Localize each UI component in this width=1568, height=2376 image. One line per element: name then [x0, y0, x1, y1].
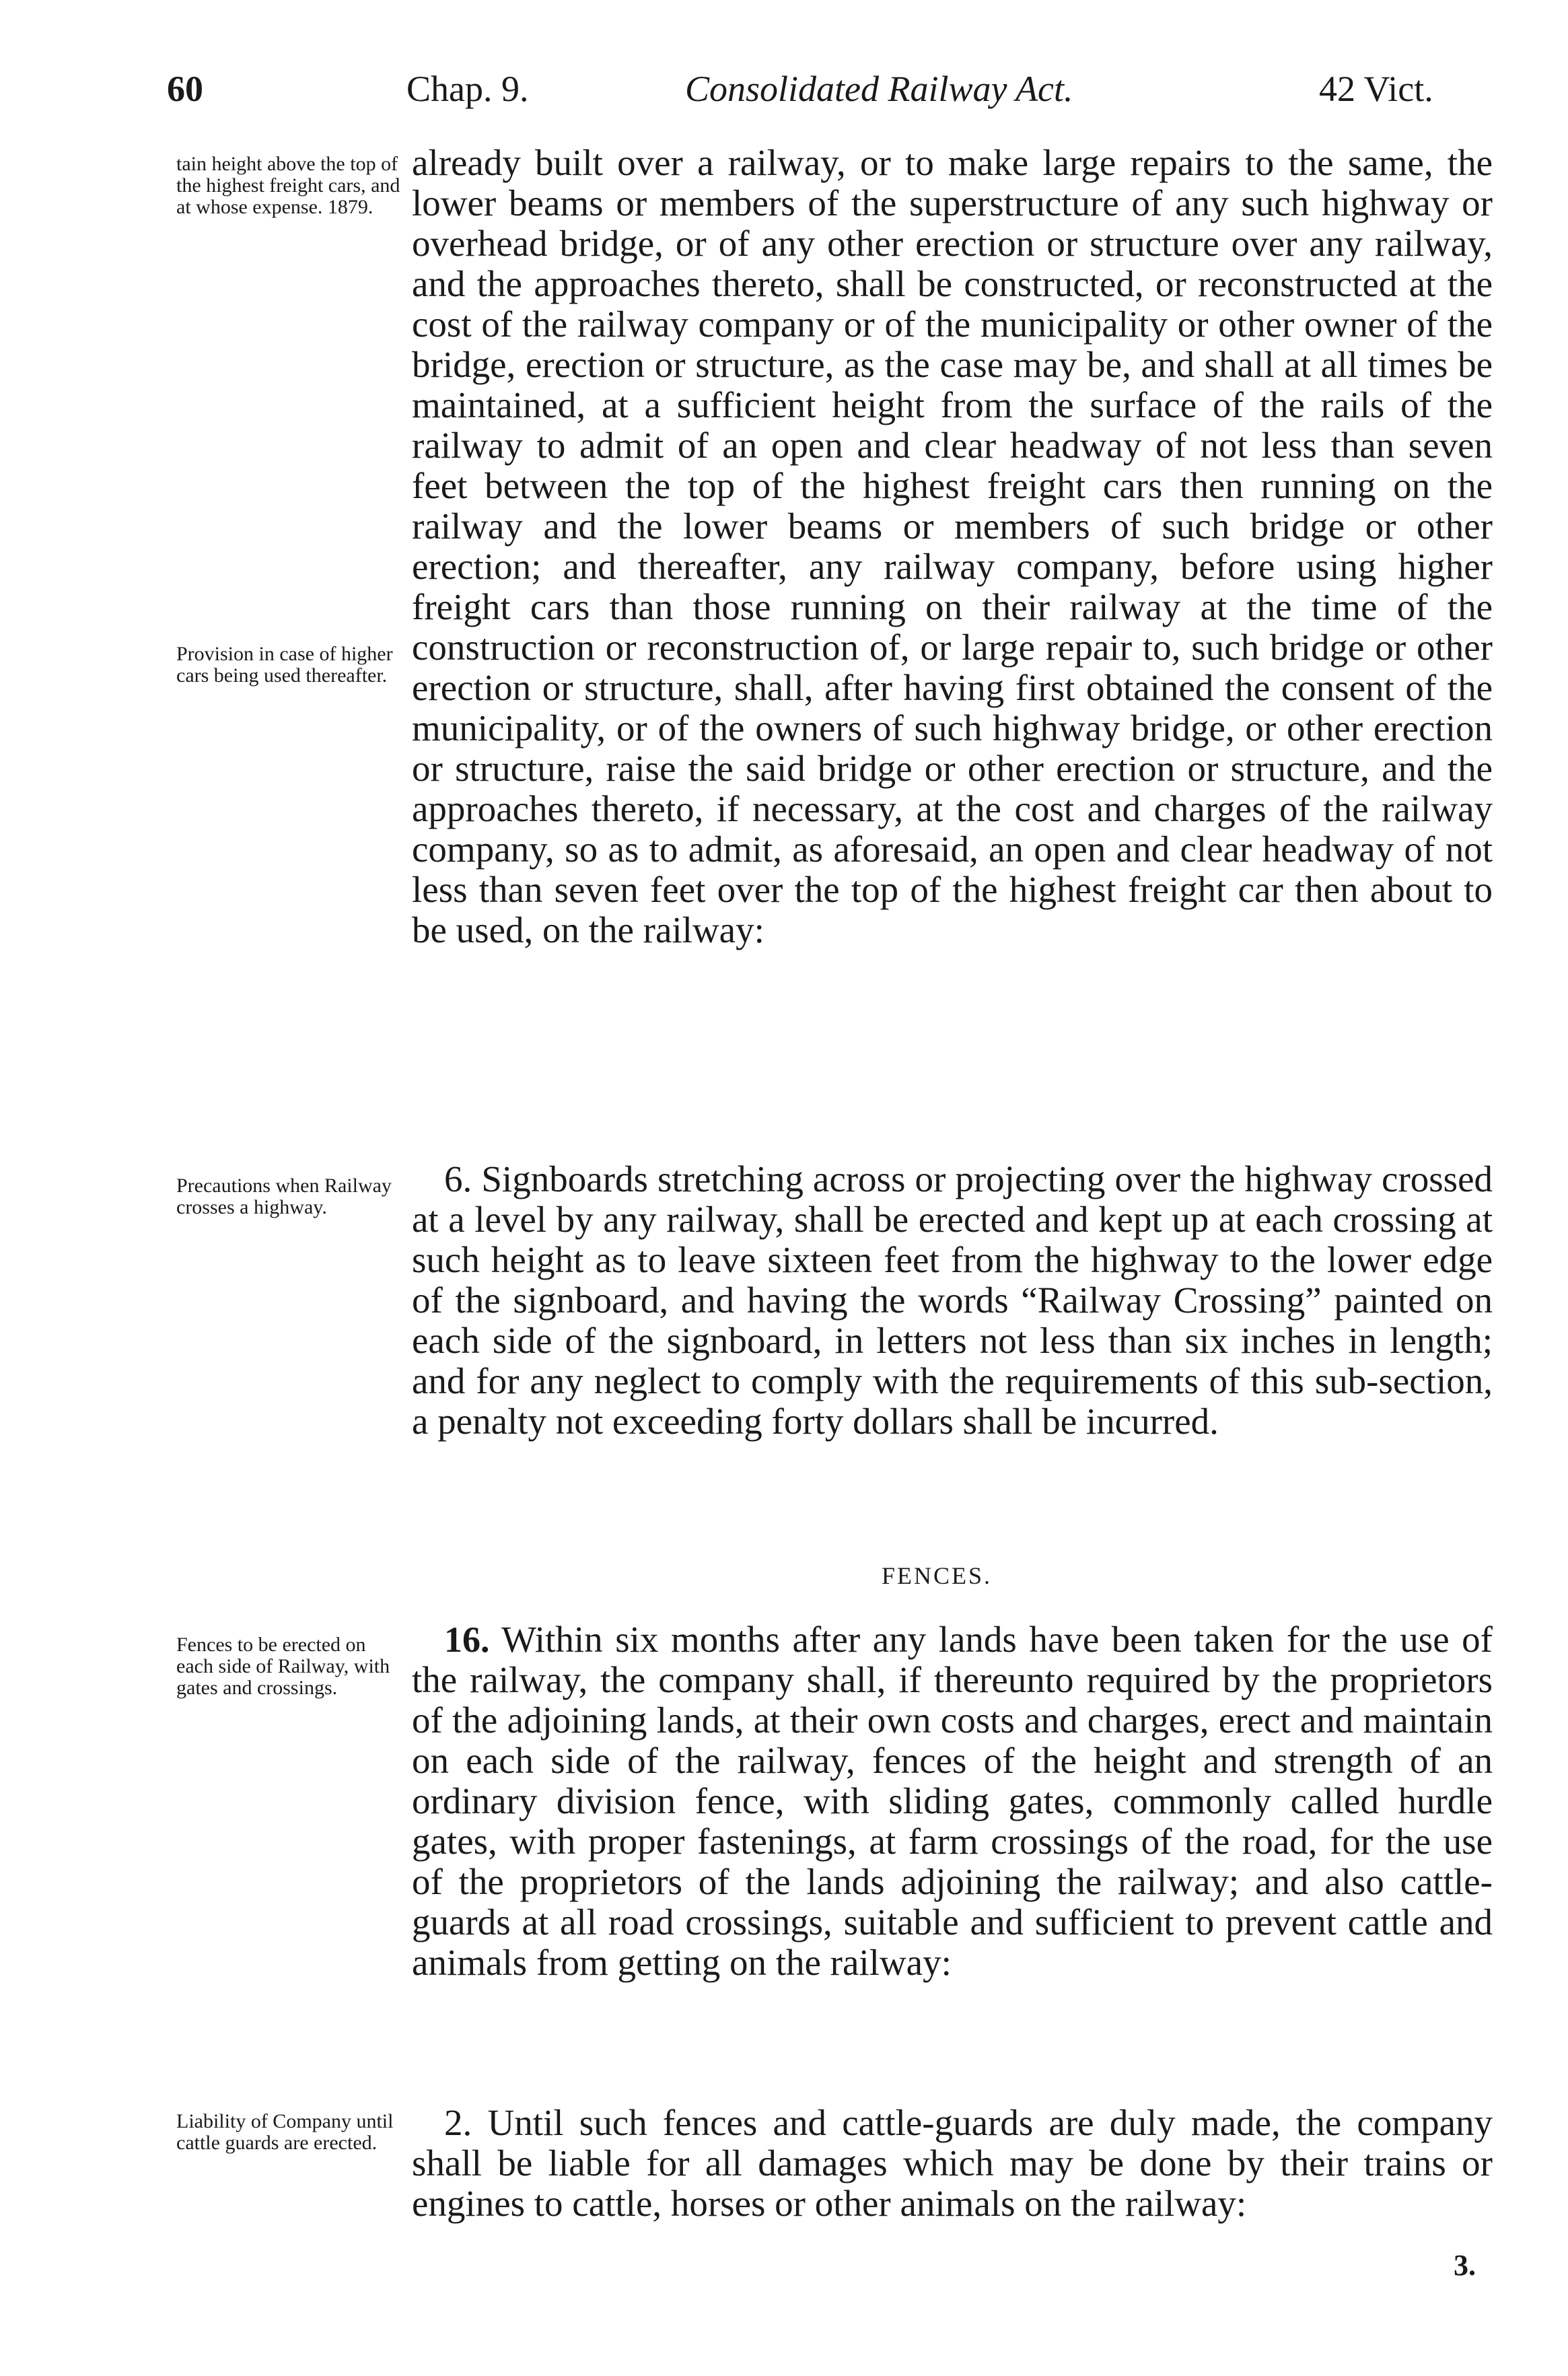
section-16 [412, 1619, 1493, 1983]
subsection-6 [412, 1159, 1493, 1442]
chapter-label: Chap. 9. [406, 69, 529, 109]
section-heading: FENCES. [882, 1562, 993, 1589]
catchword: 3. [1454, 2249, 1476, 2282]
regnal-year: 42 Vict. [1319, 69, 1433, 109]
running-title: Consolidated Railway Act. [685, 69, 1073, 109]
subsection-2 [412, 2103, 1493, 2224]
section-number: 16. [444, 1619, 490, 1660]
margin-note: tain height above the top of the highest freight cars, and at whose expense. 1879. [176, 153, 400, 218]
margin-note: Provision in case of higher cars being used thereafter. [176, 643, 393, 687]
paragraph-text: 2. Until such fences and cattle-guards are duly made, the company shall be liable for all damages which may be done by their trains or engines to cattle, horses or other animals on the railway: [412, 2102, 1493, 2224]
page-number: 60 [167, 69, 203, 109]
margin-note: Fences to be erected on each side of Railway, with gates and crossings. [176, 1634, 390, 1699]
paragraph-text: 6. Signboards stretching across or projecting over the highway crossed at a level by any railway, shall be erected and kept up at each crossing at such height as to leave sixteen feet from the highway to the lower edge of the signboard, and having the words “Railway Crossing” painted on each side of the signboard, in letters not less than six inches in length; and for any neglect to comply with the requirements of this sub-section, a penalty not exceeding forty dollars shall be incurred. [412, 1158, 1493, 1442]
section-text: Within six months after any lands have been taken for the use of the railway, the company shall, if thereunto required by the proprietors of the adjoining lands, at their own costs and charges, erect and maintain on each side of the railway, fences of the height and strength of an ordinary division fence, with sliding gates, commonly called hurdle gates, with proper fastenings, at farm crossings of the road, for the use of the proprietors of the lands adjoining the railway; and also cattle-guards at all road crossings, suitable and sufficient to prevent cattle and animals from getting on the railway: [412, 1619, 1493, 1983]
margin-note: Precautions when Railway crosses a highway. [176, 1175, 392, 1218]
paragraph-text: already built over a railway, or to make large repairs to the same, the lower beams or members of the superstructure of any such highway or overhead bridge, or of any other erection or structure over any railway, and the approaches thereto, shall be constructed, or reconstructed at the cost of the railway company or of the municipality or other owner of the bridge, erection or structure, as the case may be, and shall at all times be maintained, at a sufficient height from the surface of the rails of the railway to admit of an open and clear headway of not less than seven feet between the top of the highest freight cars then running on the railway and the lower beams or members of such bridge or other erection; and thereafter, any railway company, before using higher freight cars than those running on their railway at the time of the construction or reconstruction of, or large repair to, such bridge or other erection or structure, shall, after having first obtained the consent of the municipality, or of the owners of such highway bridge, or other erection or structure, raise the said bridge or other erection or structure, and the approaches thereto, if necessary, at the cost and charges of the railway company, so as to admit, as aforesaid, an open and clear headway of not less than seven feet over the top of the highest freight car then about to be used, on the railway: [412, 142, 1493, 950]
section-continuation [412, 143, 1493, 950]
paragraph-text [412, 1619, 1493, 1983]
margin-note: Liability of Company until cattle guards are erected. [176, 2110, 394, 2154]
